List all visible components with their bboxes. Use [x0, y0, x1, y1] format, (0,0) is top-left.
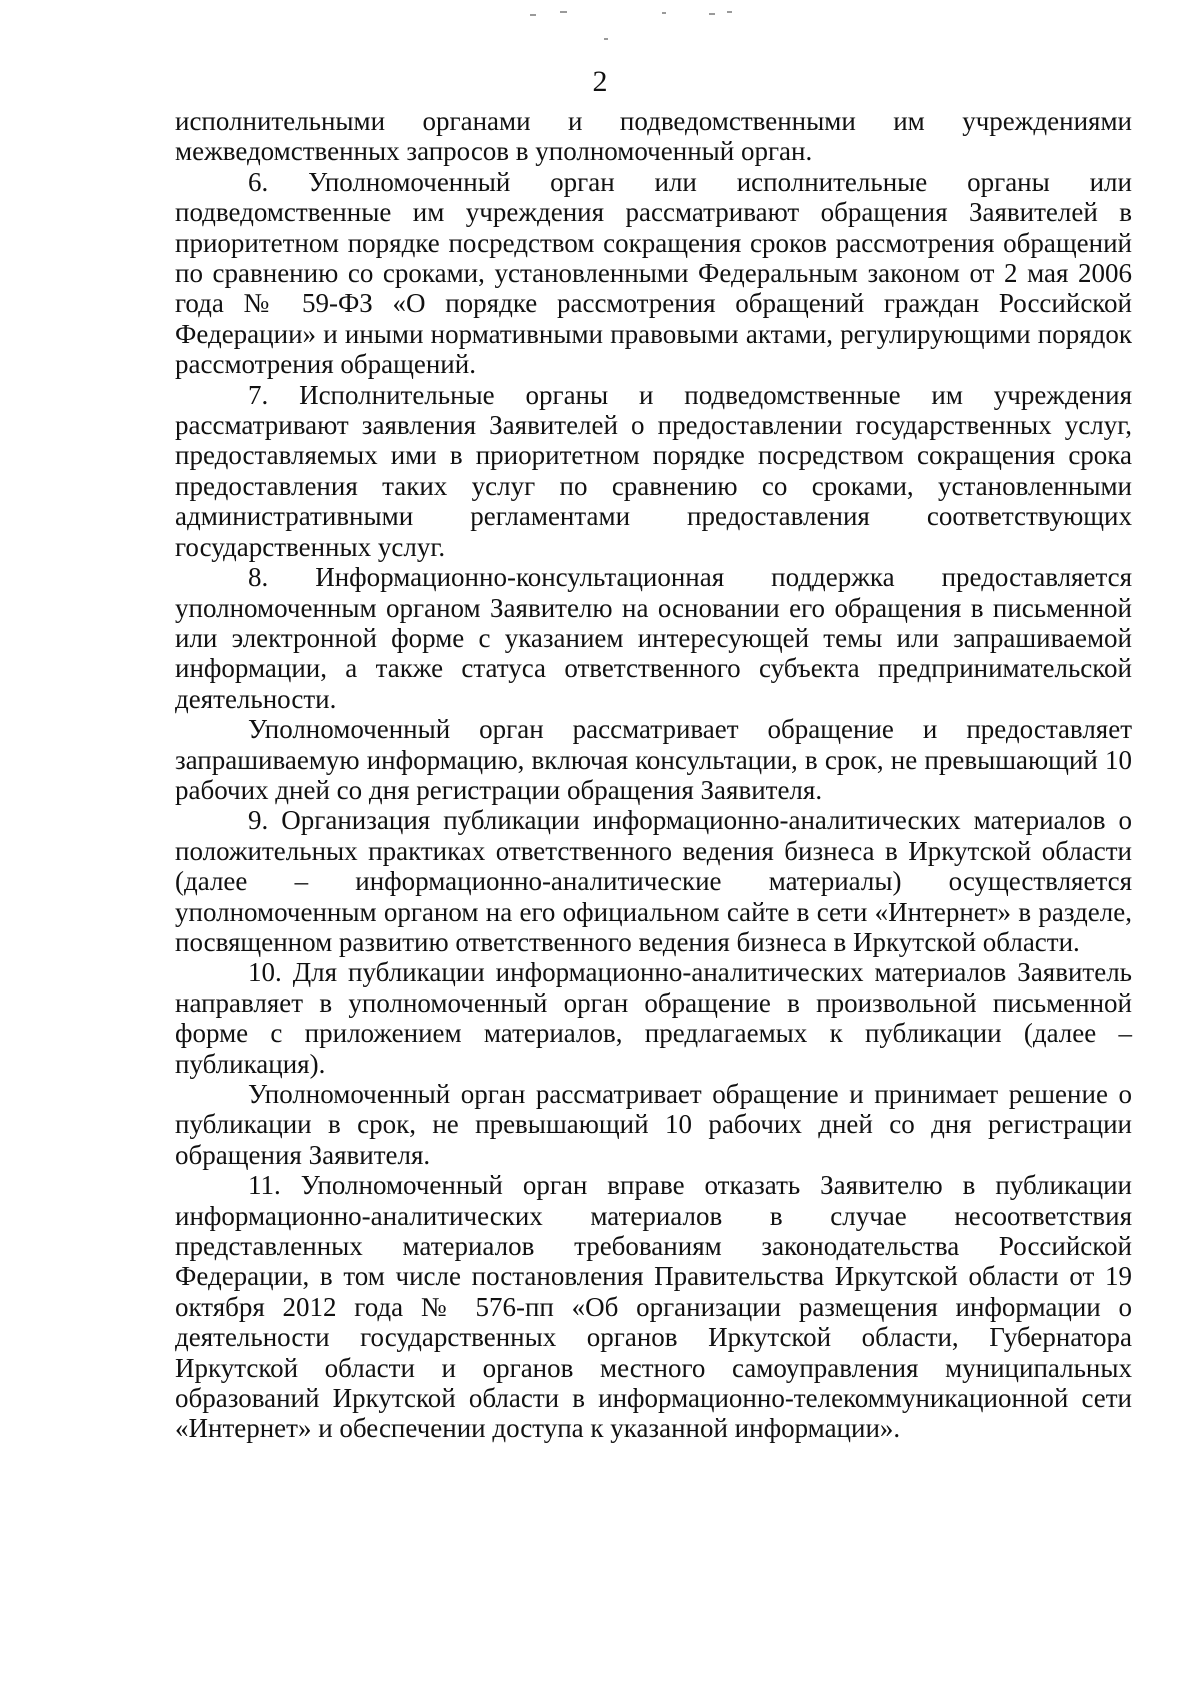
paragraph-item-10-detail: Уполномоченный орган рассматривает обращение и принимает решение о публикации в срок, не превышающий 10 рабочих дней со дня регистрации обращения Заявителя.	[175, 1079, 1132, 1170]
document-body	[175, 106, 1132, 1444]
scan-speck	[662, 12, 666, 14]
paragraph-item-8: 8. Информационно-консультационная поддержка предоставляется уполномоченным органом Заявителю на основании его обращения в письменной или электронной форме с указанием интересующей темы или запрашиваемой информации, а также статуса ответственного субъекта предпринимательской деятельности.	[175, 562, 1132, 714]
paragraph-continuation: исполнительными органами и подведомственными им учреждениями межведомственных запросов в уполномоченный орган.	[175, 106, 1132, 167]
paragraph-item-8-detail: Уполномоченный орган рассматривает обращение и предоставляет запрашиваемую информацию, включая консультации, в срок, не превышающий 10 рабочих дней со дня регистрации обращения Заявителя.	[175, 714, 1132, 805]
scan-speck	[727, 11, 732, 13]
paragraph-item-7: 7. Исполнительные органы и подведомственные им учреждения рассматривают заявления Заявителей о предоставлении государственных услуг, предоставляемых ими в приоритетном порядке посредством сокращения срока предоставления таких услуг по сравнению со сроками, установленными административными регламентами предоставления соответствующих государственных услуг.	[175, 379, 1132, 562]
scan-artifacts	[0, 4, 1200, 44]
scan-speck	[709, 13, 715, 15]
paragraph-item-6: 6. Уполномоченный орган или исполнительные органы или подведомственные им учреждения рассматривают обращения Заявителей в приоритетном порядке посредством сокращения сроков рассмотрения обращений по сравнению со сроками, установленными Федеральным законом от 2 мая 2006 года № 59-ФЗ «О порядке рассмотрения обращений граждан Российской Федерации» и иными нормативными правовыми актами, регулирующими порядок рассмотрения обращений.	[175, 166, 1132, 380]
paragraph-item-9: 9. Организация публикации информационно-аналитических материалов о положительных практиках ответственного ведения бизнеса в Иркутской области (далее – информационно-аналитические материалы) осуществляется уполномоченным органом на его официальном сайте в сети «Интернет» в разделе, посвященном развитию ответственного ведения бизнеса в Иркутской области.	[175, 805, 1132, 957]
paragraph-item-11: 11. Уполномоченный орган вправе отказать Заявителю в публикации информационно-аналитических материалов в случае несоответствия представленных материалов требованиям законодательства Российской Федерации, в том числе постановления Правительства Иркутской области от 19 октября 2012 года № 576-пп «Об организации размещения информации о деятельности государственных органов Иркутской области, Губернатора Иркутской области и органов местного самоуправления муниципальных образований Иркутской области в информационно-телекоммуникационной сети «Интернет» и обеспечении доступа к указанной информации».	[175, 1170, 1132, 1444]
paragraph-item-10: 10. Для публикации информационно-аналитических материалов Заявитель направляет в уполномоченный орган обращение в произвольной письменной форме с приложением материалов, предлагаемых к публикации (далее – публикация).	[175, 957, 1132, 1079]
scan-speck	[604, 38, 608, 40]
page-number: 2	[592, 65, 608, 98]
scan-speck	[530, 14, 536, 16]
scan-specks	[530, 11, 732, 40]
scan-speck	[560, 11, 567, 13]
